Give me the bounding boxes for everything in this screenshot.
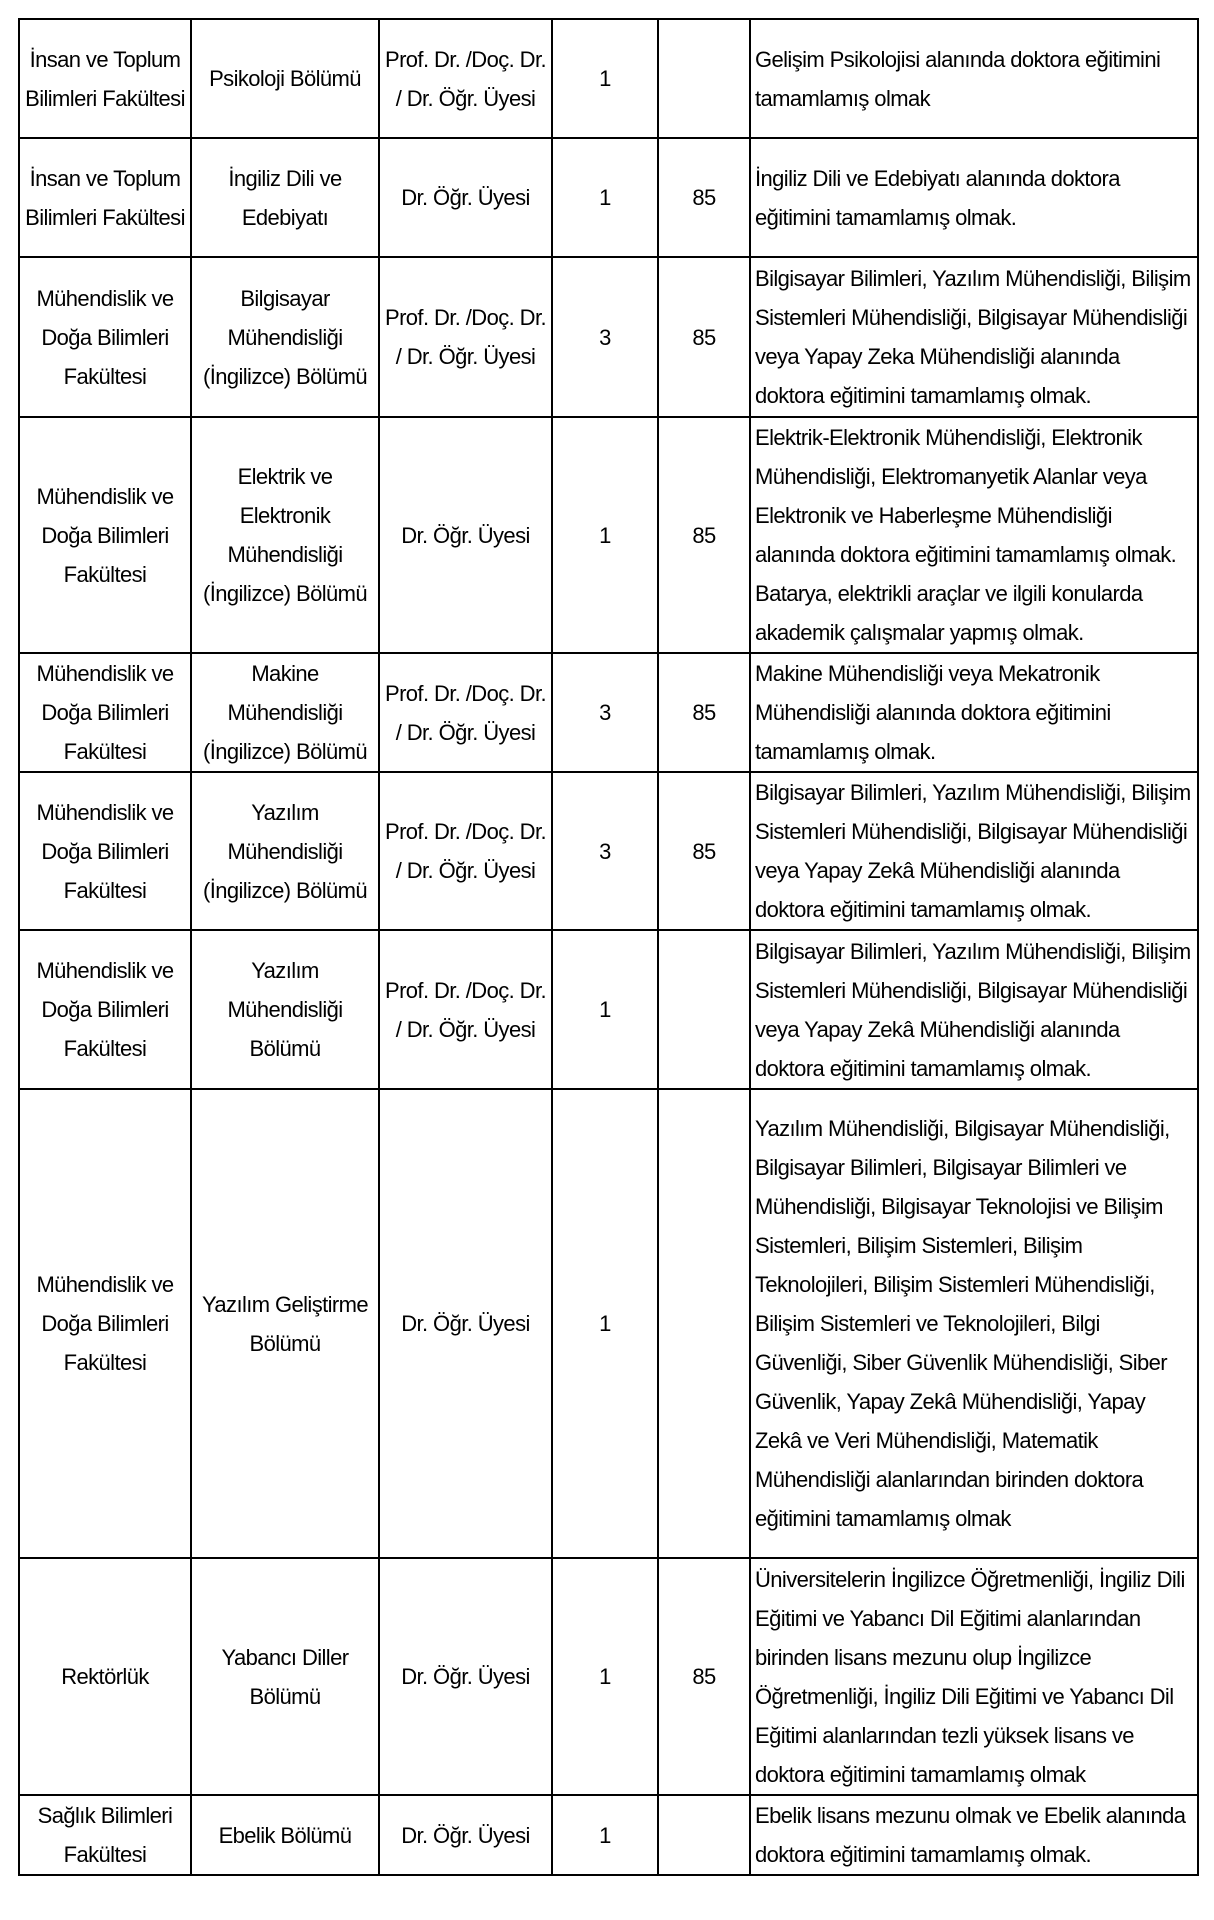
faculty-cell: Sağlık Bilimleri Fakültesi (19, 1795, 191, 1875)
department-cell: Yabancı Diller Bölümü (191, 1558, 379, 1795)
count-cell: 1 (552, 138, 658, 257)
department-cell: Yazılım Mühendisliği Bölümü (191, 930, 379, 1089)
requirement-cell: İngiliz Dili ve Edebiyatı alanında doktora eğitimini tamamlamış olmak. (750, 138, 1198, 257)
title-cell: Prof. Dr. /Doç. Dr. / Dr. Öğr. Üyesi (379, 257, 552, 417)
table-row (19, 772, 1198, 930)
faculty-cell: İnsan ve Toplum Bilimleri Fakültesi (19, 19, 191, 138)
count-cell: 1 (552, 1795, 658, 1875)
requirement-cell: Ebelik lisans mezunu olmak ve Ebelik alanında doktora eğitimini tamamlamış olmak. (750, 1795, 1198, 1875)
title-cell: Dr. Öğr. Üyesi (379, 417, 552, 653)
department-cell: Bilgisayar Mühendisliği (İngilizce) Bölümü (191, 257, 379, 417)
score-cell (658, 19, 750, 138)
requirement-cell: Elektrik-Elektronik Mühendisliği, Elektronik Mühendisliği, Elektromanyetik Alanlar veya Elektronik ve Haberleşme Mühendisliği alanında doktora eğitimini tamamlamış olmak. Batarya, elektrikli araçlar ve ilgili konularda akademik çalışmalar yapmış olmak. (750, 417, 1198, 653)
score-cell (658, 1795, 750, 1875)
table-row (19, 930, 1198, 1089)
faculty-cell: İnsan ve Toplum Bilimleri Fakültesi (19, 138, 191, 257)
department-cell: Yazılım Mühendisliği (İngilizce) Bölümü (191, 772, 379, 930)
faculty-cell: Mühendislik ve Doğa Bilimleri Fakültesi (19, 772, 191, 930)
department-cell: İngiliz Dili ve Edebiyatı (191, 138, 379, 257)
table-row (19, 1558, 1198, 1795)
score-cell: 85 (658, 653, 750, 772)
title-cell: Dr. Öğr. Üyesi (379, 138, 552, 257)
title-cell: Prof. Dr. /Doç. Dr. / Dr. Öğr. Üyesi (379, 653, 552, 772)
faculty-cell: Mühendislik ve Doğa Bilimleri Fakültesi (19, 257, 191, 417)
title-cell: Dr. Öğr. Üyesi (379, 1089, 552, 1558)
requirement-cell: Bilgisayar Bilimleri, Yazılım Mühendisliği, Bilişim Sistemleri Mühendisliği, Bilgisayar Mühendisliği veya Yapay Zeka Mühendisliği alanında doktora eğitimini tamamlamış olmak. (750, 257, 1198, 417)
table-row (19, 653, 1198, 772)
count-cell: 1 (552, 417, 658, 653)
table-row (19, 417, 1198, 653)
score-cell (658, 930, 750, 1089)
count-cell: 3 (552, 653, 658, 772)
faculty-cell: Rektörlük (19, 1558, 191, 1795)
score-cell: 85 (658, 1558, 750, 1795)
requirement-cell: Makine Mühendisliği veya Mekatronik Mühendisliği alanında doktora eğitimini tamamlamış olmak. (750, 653, 1198, 772)
positions-table (18, 18, 1199, 1876)
requirement-cell: Bilgisayar Bilimleri, Yazılım Mühendisliği, Bilişim Sistemleri Mühendisliği, Bilgisayar Mühendisliği veya Yapay Zekâ Mühendisliği alanında doktora eğitimini tamamlamış olmak. (750, 930, 1198, 1089)
department-cell: Makine Mühendisliği (İngilizce) Bölümü (191, 653, 379, 772)
count-cell: 3 (552, 772, 658, 930)
faculty-cell: Mühendislik ve Doğa Bilimleri Fakültesi (19, 1089, 191, 1558)
count-cell: 1 (552, 1558, 658, 1795)
table-row (19, 1795, 1198, 1875)
score-cell: 85 (658, 138, 750, 257)
table-row (19, 1089, 1198, 1558)
title-cell: Dr. Öğr. Üyesi (379, 1795, 552, 1875)
score-cell (658, 1089, 750, 1558)
department-cell: Ebelik Bölümü (191, 1795, 379, 1875)
title-cell: Prof. Dr. /Doç. Dr. / Dr. Öğr. Üyesi (379, 930, 552, 1089)
count-cell: 3 (552, 257, 658, 417)
score-cell: 85 (658, 257, 750, 417)
table-row (19, 257, 1198, 417)
score-cell: 85 (658, 417, 750, 653)
requirement-cell: Bilgisayar Bilimleri, Yazılım Mühendisliği, Bilişim Sistemleri Mühendisliği, Bilgisayar Mühendisliği veya Yapay Zekâ Mühendisliği alanında doktora eğitimini tamamlamış olmak. (750, 772, 1198, 930)
count-cell: 1 (552, 930, 658, 1089)
faculty-cell: Mühendislik ve Doğa Bilimleri Fakültesi (19, 930, 191, 1089)
requirement-cell: Üniversitelerin İngilizce Öğretmenliği, İngiliz Dili Eğitimi ve Yabancı Dil Eğitimi alanlarından birinden lisans mezunu olup İngilizce Öğretmenliği, İngiliz Dili Eğitimi ve Yabancı Dil Eğitimi alanlarından tezli yüksek lisans ve doktora eğitimini tamamlamış olmak (750, 1558, 1198, 1795)
requirement-cell: Gelişim Psikolojisi alanında doktora eğitimini tamamlamış olmak (750, 19, 1198, 138)
score-cell: 85 (658, 772, 750, 930)
faculty-cell: Mühendislik ve Doğa Bilimleri Fakültesi (19, 417, 191, 653)
table-row (19, 19, 1198, 138)
count-cell: 1 (552, 1089, 658, 1558)
department-cell: Elektrik ve Elektronik Mühendisliği (İngilizce) Bölümü (191, 417, 379, 653)
title-cell: Prof. Dr. /Doç. Dr. / Dr. Öğr. Üyesi (379, 19, 552, 138)
title-cell: Prof. Dr. /Doç. Dr. / Dr. Öğr. Üyesi (379, 772, 552, 930)
requirement-cell: Yazılım Mühendisliği, Bilgisayar Mühendisliği, Bilgisayar Bilimleri, Bilgisayar Bilimleri ve Mühendisliği, Bilgisayar Teknolojisi ve Bilişim Sistemleri, Bilişim Sistemleri, Bilişim Teknolojileri, Bilişim Sistemleri Mühendisliği, Bilişim Sistemleri ve Teknolojileri, Bilgi Güvenliği, Siber Güvenlik Mühendisliği, Siber Güvenlik, Yapay Zekâ Mühendisliği, Yapay Zekâ ve Veri Mühendisliği, Matematik Mühendisliği alanlarından birinden doktora eğitimini tamamlamış olmak (750, 1089, 1198, 1558)
department-cell: Yazılım Geliştirme Bölümü (191, 1089, 379, 1558)
title-cell: Dr. Öğr. Üyesi (379, 1558, 552, 1795)
faculty-cell: Mühendislik ve Doğa Bilimleri Fakültesi (19, 653, 191, 772)
table-row (19, 138, 1198, 257)
department-cell: Psikoloji Bölümü (191, 19, 379, 138)
count-cell: 1 (552, 19, 658, 138)
